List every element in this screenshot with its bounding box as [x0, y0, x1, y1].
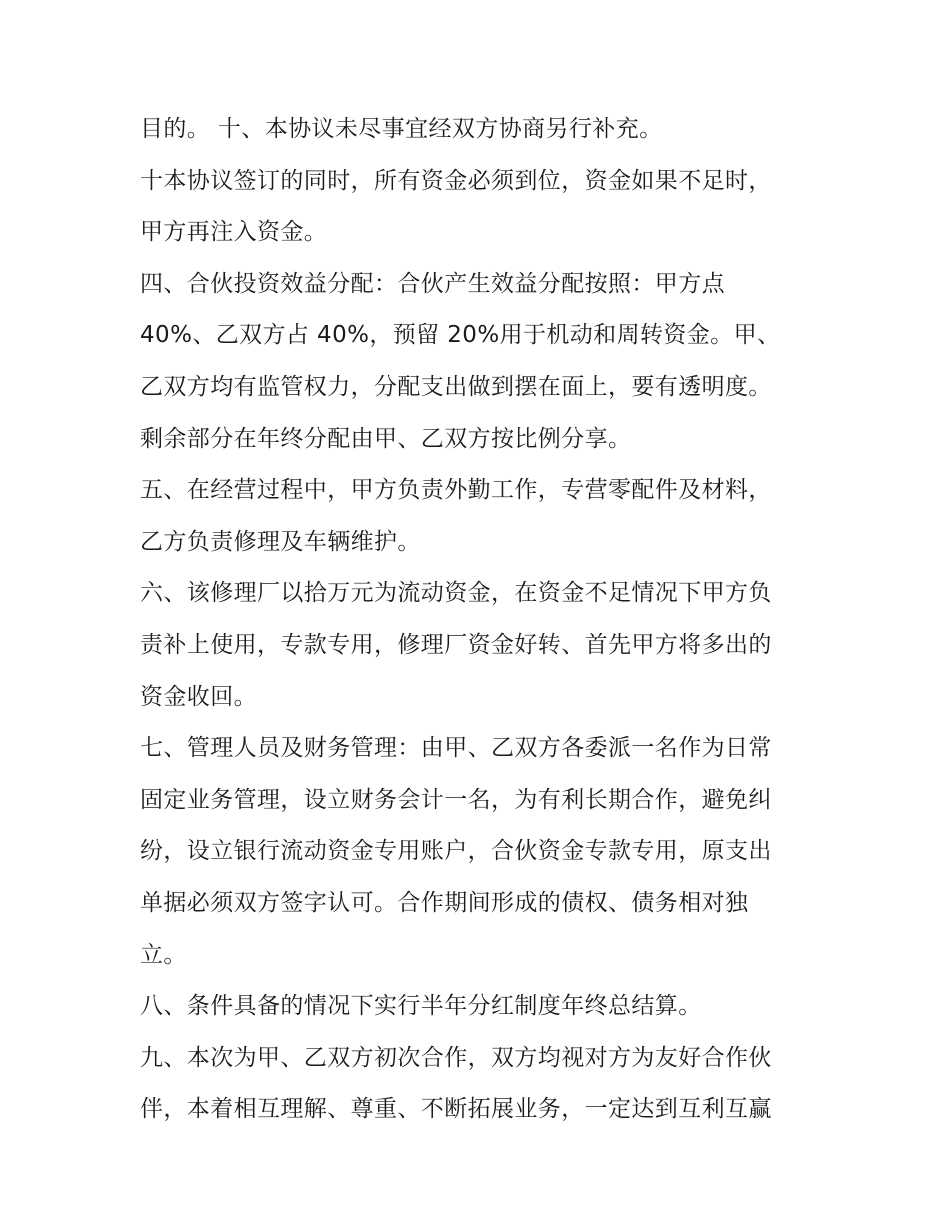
text-line: 甲方再注入资金。 [140, 219, 328, 246]
text-line: 固定业务管理，设立财务会计一名，为有利长期合作，避免纠 [140, 786, 772, 813]
text-line: 七、管理人员及财务管理：由甲、乙双方各委派一名作为日常 [140, 735, 772, 762]
text-line: 立。 [140, 941, 187, 968]
text-line: 资金收回。 [140, 683, 257, 710]
text-line: 40%、乙双方占 40%，预留 20%用于机动和周转资金。甲、 [140, 322, 781, 349]
text-line: 乙双方均有监管权力，分配支出做到摆在面上，要有透明度。 [140, 373, 772, 400]
document-body [140, 104, 820, 1136]
text-line: 单据必须双方签字认可。合作期间形成的债权、债务相对独 [140, 889, 749, 916]
text-line: 剩余部分在年终分配由甲、乙双方按比例分享。 [140, 425, 632, 452]
text-line: 六、该修理厂以拾万元为流动资金，在资金不足情况下甲方负 [140, 580, 772, 607]
text-line: 伴，本着相互理解、尊重、不断拓展业务，一定达到互利互赢 [140, 1096, 772, 1123]
text-line: 五、在经营过程中，甲方负责外勤工作，专营零配件及材料， [140, 477, 772, 504]
text-line: 纷，设立银行流动资金专用账户，合伙资金专款专用，原支出 [140, 838, 772, 865]
text-line: 十本协议签订的同时，所有资金必须到位，资金如果不足时， [140, 167, 772, 194]
text-line: 乙方负责修理及车辆维护。 [140, 528, 421, 555]
text-line: 责补上使用，专款专用，修理厂资金好转、首先甲方将多出的 [140, 631, 772, 658]
text-line: 四、合伙投资效益分配：合伙产生效益分配按照：甲方点 [140, 270, 725, 297]
text-line: 目的。 十、本协议未尽事宜经双方协商另行补充。 [140, 116, 663, 142]
text-line: 八、条件具备的情况下实行半年分红制度年终总结算。 [140, 993, 702, 1020]
text-line: 九、本次为甲、乙双方初次合作，双方均视对方为友好合作伙 [140, 1044, 772, 1071]
